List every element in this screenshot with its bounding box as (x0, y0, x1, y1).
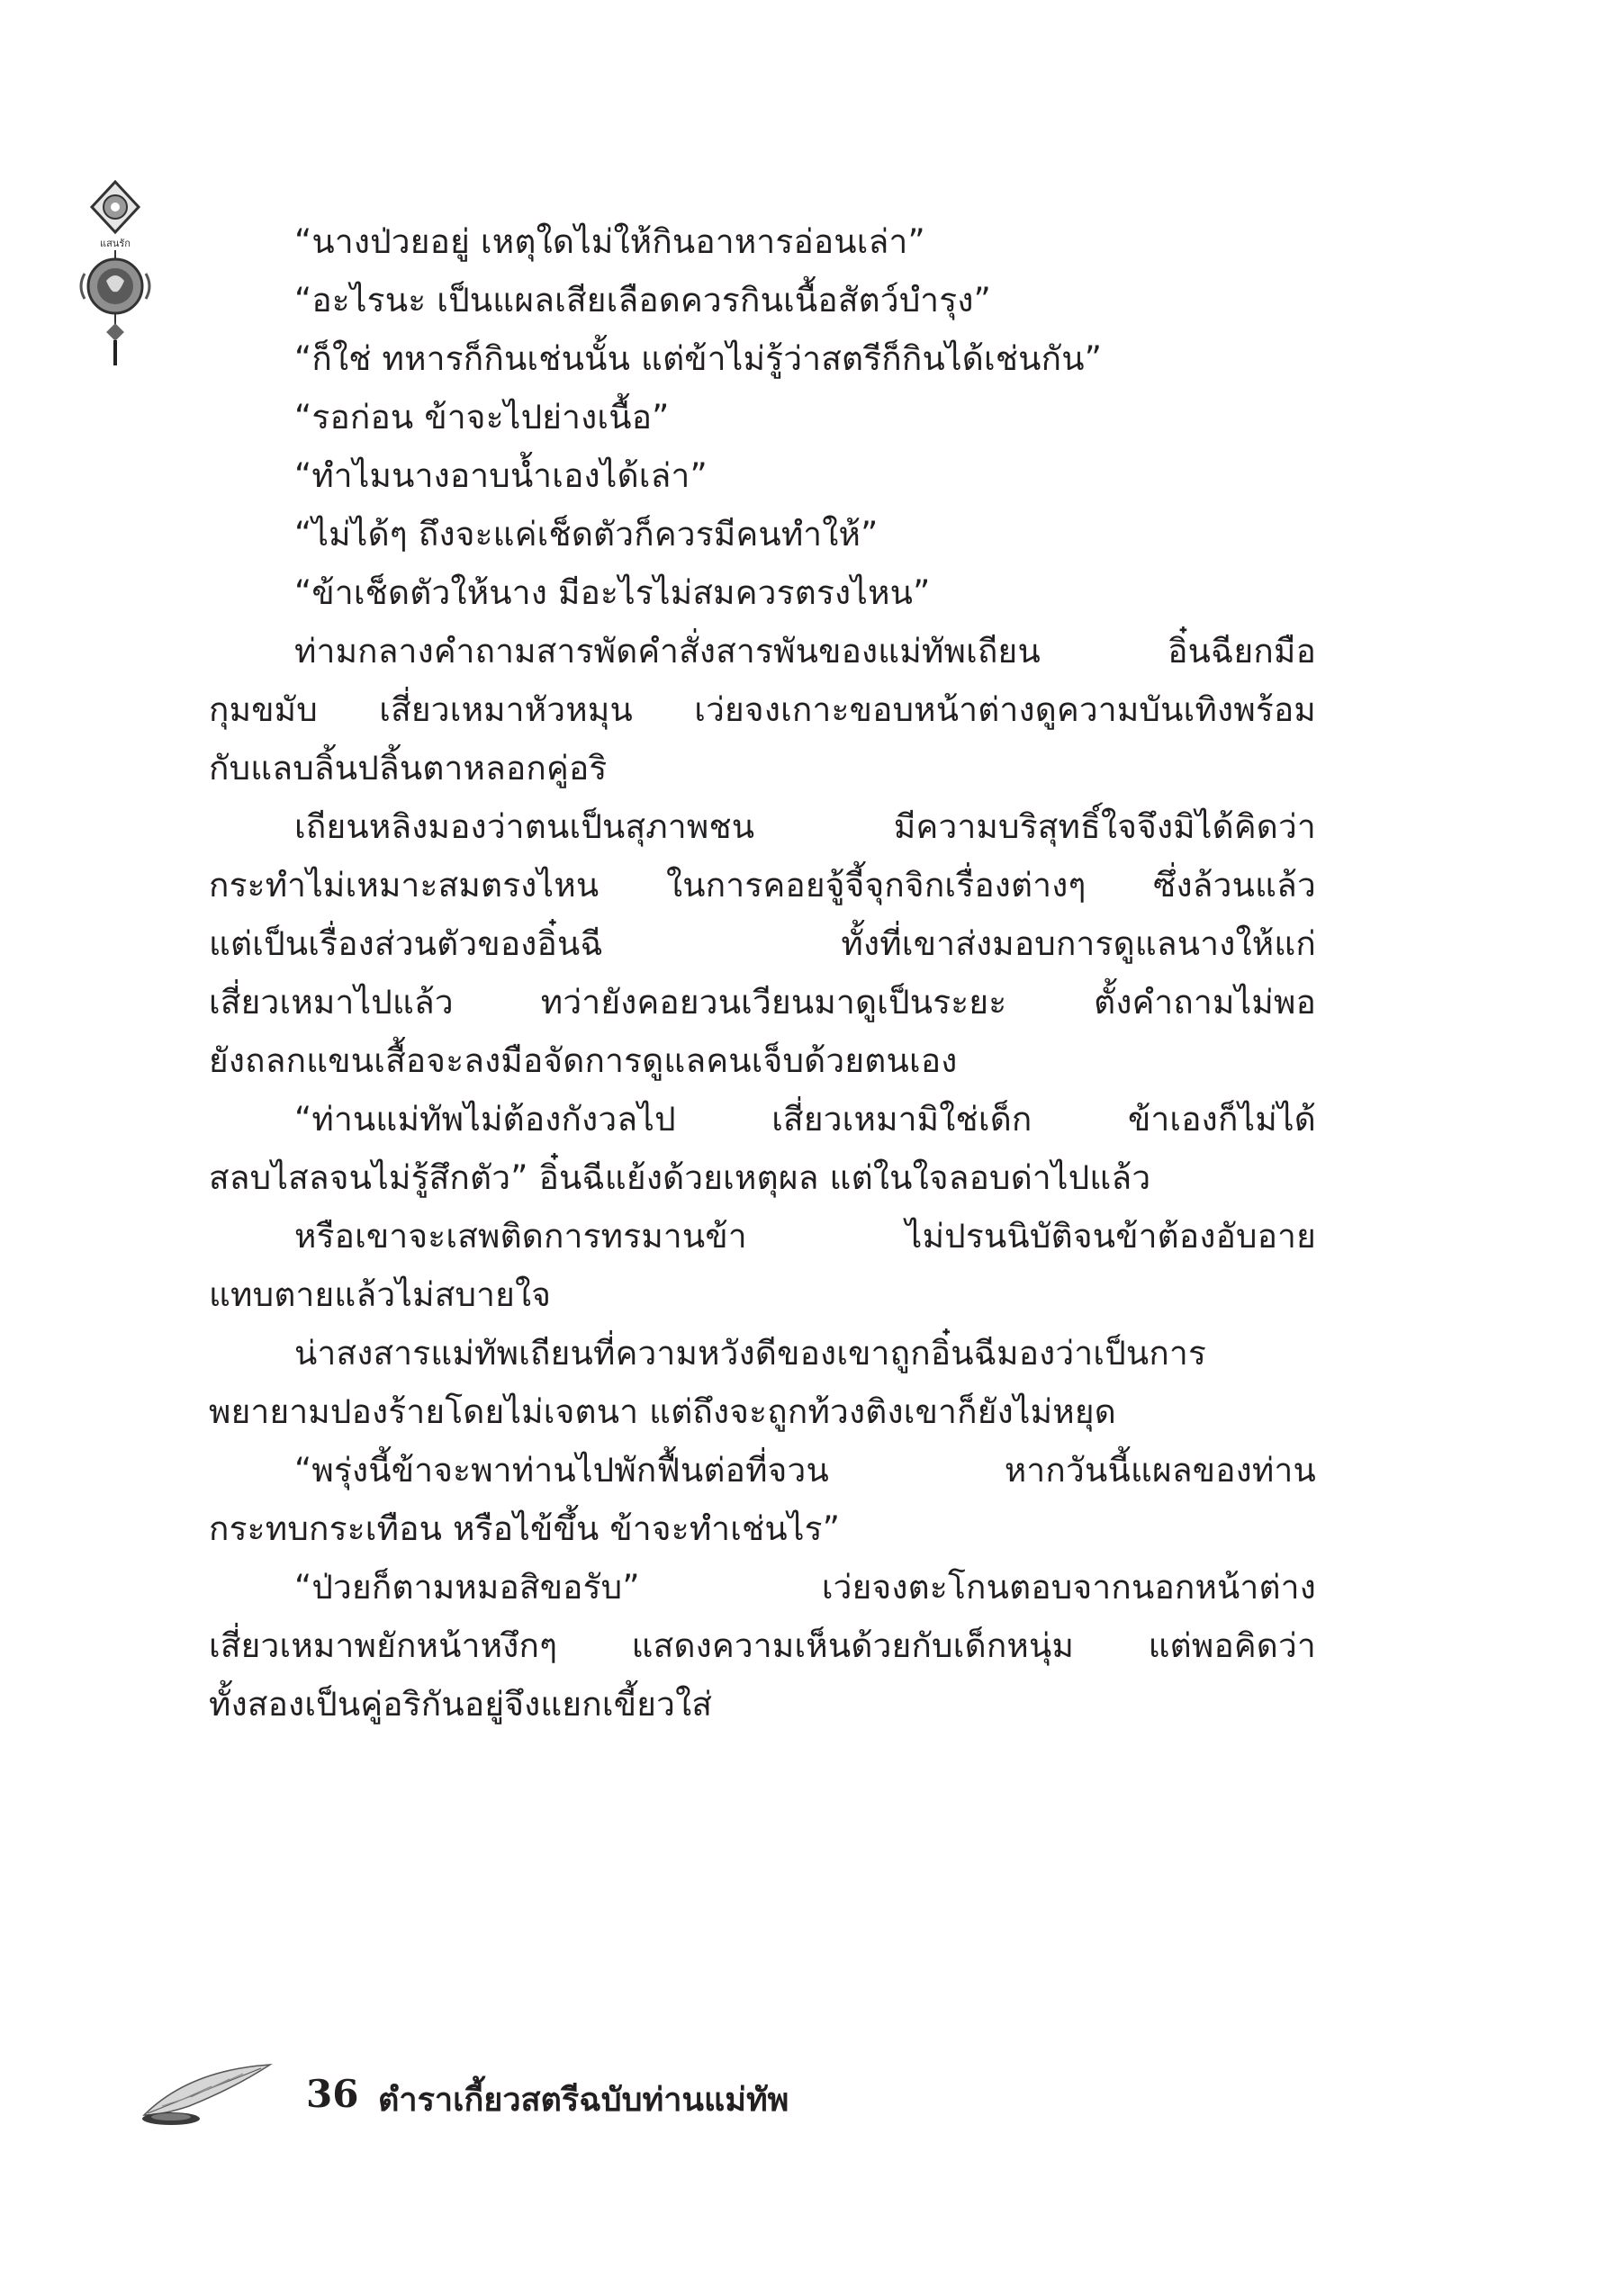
text-line: “ป่วยก็ตามหมอสิขอรับ” เว่ยจงตะโกนตอบจากนอกหน้าต่าง (294, 1568, 1316, 1607)
text-line: แต่เป็นเรื่องส่วนตัวของอิ๋นฉี ทั้งที่เขาส่งมอบการดูแลนางให้แก่ (209, 924, 1316, 963)
text-line: “ก็ใช่ ทหารก็กินเช่นนั้น แต่ข้าไม่รู้ว่าสตรีก็กินได้เช่นกัน” (294, 339, 1103, 378)
text-line: “อะไรนะ เป็นแผลเสียเลือดควรกินเนื้อสัตว์บำรุง” (294, 281, 991, 320)
text-line: เสี่ยวเหมาไปแล้ว ทว่ายังคอยวนเวียนมาดูเป็นระยะ ตั้งคำถามไม่พอ (209, 983, 1316, 1022)
page-number: 36 (306, 2072, 359, 2116)
text-line: “นางป่วยอยู่ เหตุใดไม่ให้กินอาหารอ่อนเล่า” (294, 222, 925, 261)
text-line: กับแลบลิ้นปลิ้นตาหลอกคู่อริ (209, 749, 608, 788)
text-line: กุมขมับ เสี่ยวเหมาหัวหมุน เว่ยจงเกาะขอบหน้าต่างดูความบันเทิงพร้อม (209, 690, 1316, 729)
text-line: “ข้าเช็ดตัวให้นาง มีอะไรไม่สมควรตรงไหน” (294, 573, 931, 612)
publisher-emblem-icon (79, 180, 151, 369)
emblem-brand-text: แสนรัก (100, 238, 131, 249)
text-line: หรือเขาจะเสพติดการทรมานข้า ไม่ปรนนิบัติจนข้าต้องอับอาย (294, 1217, 1316, 1256)
quill-feather-icon (135, 2061, 279, 2129)
text-line: “ทำไมนางอาบน้ำเองได้เล่า” (294, 456, 708, 495)
text-line: “พรุ่งนี้ข้าจะพาท่านไปพักฟื้นต่อที่จวน หากวันนี้แผลของท่าน (294, 1451, 1316, 1490)
text-line: ท่ามกลางคำถามสารพัดคำสั่งสารพันของแม่ทัพเถียน อิ๋นฉียกมือ (294, 632, 1316, 671)
text-line: น่าสงสารแม่ทัพเถียนที่ความหวังดีของเขาถูกอิ๋นฉีมองว่าเป็นการ (294, 1334, 1207, 1373)
text-line: เถียนหลิงมองว่าตนเป็นสุภาพชน มีความบริสุทธิ์ใจจึงมิได้คิดว่า (294, 807, 1316, 846)
text-line: พยายามปองร้ายโดยไม่เจตนา แต่ถึงจะถูกท้วงติงเขาก็ยังไม่หยุด (209, 1392, 1116, 1431)
text-line: “ไม่ได้ๆ ถึงจะแค่เช็ดตัวก็ควรมีคนทำให้” (294, 515, 879, 554)
text-line: กระทบกระเทือน หรือไข้ขึ้น ข้าจะทำเช่นไร” (209, 1509, 841, 1548)
text-line: “รอก่อน ข้าจะไปย่างเนื้อ” (294, 398, 670, 437)
text-line: เสี่ยวเหมาพยักหน้าหงึกๆ แสดงความเห็นด้วยกับเด็กหนุ่ม แต่พอคิดว่า (209, 1626, 1316, 1665)
text-line: ยังถลกแขนเสื้อจะลงมือจัดการดูแลคนเจ็บด้วยตนเอง (209, 1041, 958, 1080)
text-line: แทบตายแล้วไม่สบายใจ (209, 1275, 552, 1314)
text-line: “ท่านแม่ทัพไม่ต้องกังวลไป เสี่ยวเหมามิใช่เด็ก ข้าเองก็ไม่ได้ (294, 1100, 1316, 1139)
text-line: ทั้งสองเป็นคู่อริกันอยู่จึงแยกเขี้ยวใส่ (209, 1685, 713, 1724)
book-title: ตำราเกี้ยวสตรีฉบับท่านแม่ทัพ (378, 2081, 789, 2119)
text-line: สลบไสลจนไม่รู้สึกตัว” อิ๋นฉีแย้งด้วยเหตุผล แต่ในใจลอบด่าไปแล้ว (209, 1158, 1151, 1197)
story-text (209, 212, 1316, 1733)
text-line: กระทำไม่เหมาะสมตรงไหน ในการคอยจู้จี้จุกจิกเรื่องต่างๆ ซึ่งล้วนแล้ว (209, 866, 1316, 905)
page-footer (135, 2061, 945, 2133)
